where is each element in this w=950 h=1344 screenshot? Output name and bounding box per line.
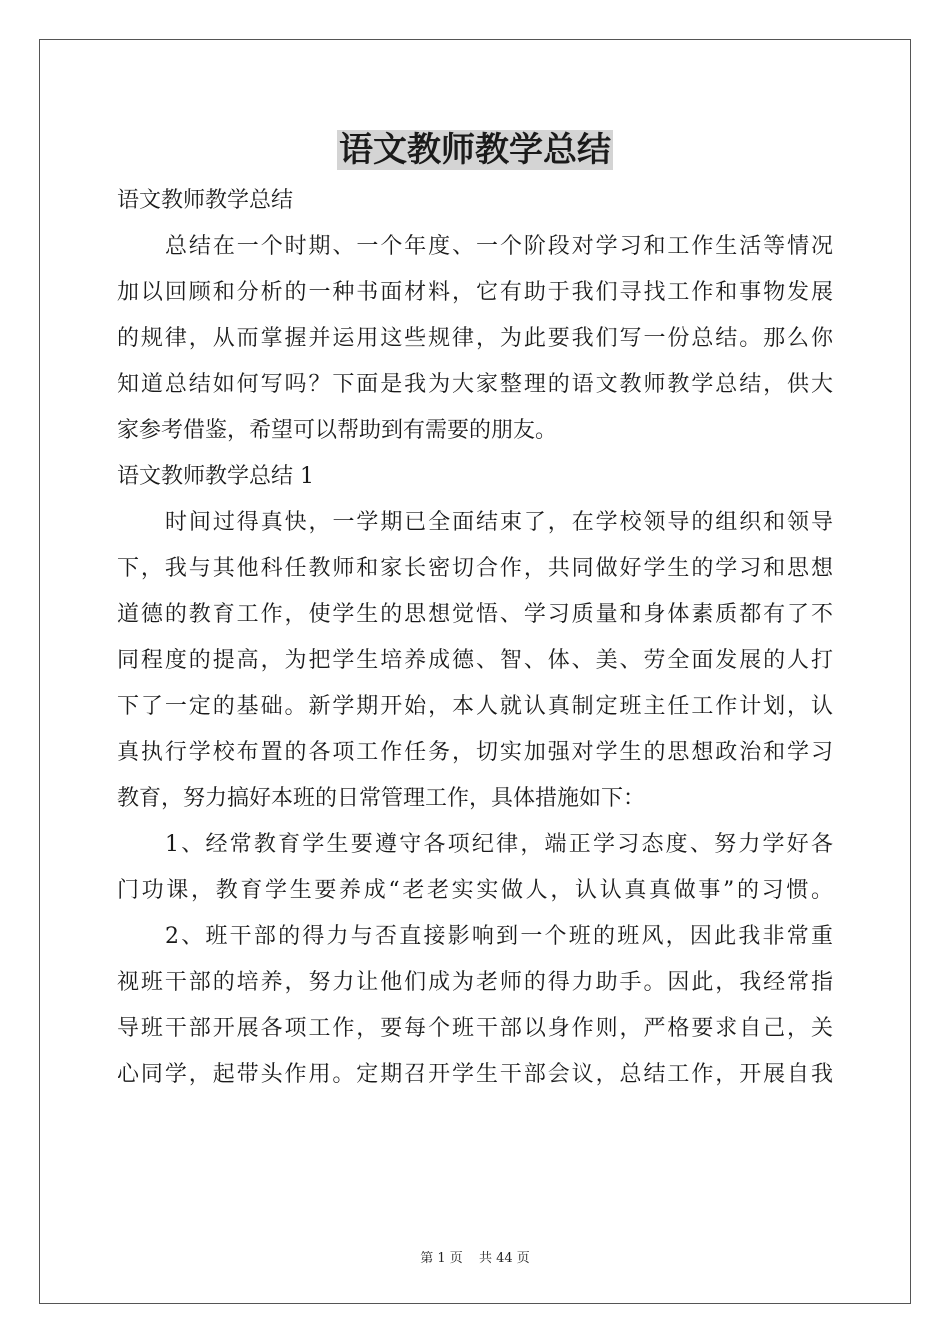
document-title-text: 语文教师教学总结 [339,130,611,170]
text-line: 下，我与其他科任教师和家长密切合作，共同做好学生的学习和思想 [117,556,833,581]
text-line: 导班干部开展各项工作，要每个班干部以身作则，严格要求自己，关 [117,1016,833,1041]
text-line: 加以回顾和分析的一种书面材料，它有助于我们寻找工作和事物发展 [117,280,833,305]
text-line: 知道总结如何写吗？下面是我为大家整理的语文教师教学总结，供大 [117,372,833,397]
text-line: 的规律，从而掌握并运用这些规律，为此要我们写一份总结。那么你 [117,326,833,351]
text-line: 心同学，起带头作用。定期召开学生干部会议，总结工作，开展自我 [117,1062,833,1087]
document-title [0,128,950,172]
text-line: 总结在一个时期、一个年度、一个阶段对学习和工作生活等情况 [165,234,833,259]
document-body [117,178,833,1098]
page-total: 共 44 页 [478,1251,530,1266]
text-line: 道德的教育工作，使学生的思想觉悟、学习质量和身体素质都有了不 [117,602,833,627]
text-line: 真执行学校布置的各项工作任务，切实加强对学生的思想政治和学习 [117,740,833,765]
page-number: 第 1 页 [420,1251,463,1266]
text-line: 教育，努力搞好本班的日常管理工作，具体措施如下： [117,786,646,811]
text-line: 时间过得真快，一学期已全面结束了，在学校领导的组织和领导 [165,510,833,535]
text-line: 视班干部的培养，努力让他们成为老师的得力助手。因此，我经常指 [117,970,833,995]
text-line: 2、班干部的得力与否直接影响到一个班的班风，因此我非常重 [165,924,833,949]
text-line: 家参考借鉴，希望可以帮助到有需要的朋友。 [117,418,558,443]
text-line: 语文教师教学总结 1 [117,464,314,489]
text-line: 下了一定的基础。新学期开始，本人就认真制定班主任工作计划，认 [117,694,833,719]
text-line: 语文教师教学总结 [117,188,294,213]
page-footer [0,1247,950,1266]
text-line: 同程度的提高，为把学生培养成德、智、体、美、劳全面发展的人打 [117,648,833,673]
text-line: 1、经常教育学生要遵守各项纪律，端正学习态度、努力学好各 [165,832,833,857]
text-line: 门功课，教育学生要养成“老老实实做人，认认真真做事”的习惯。 [117,878,833,903]
